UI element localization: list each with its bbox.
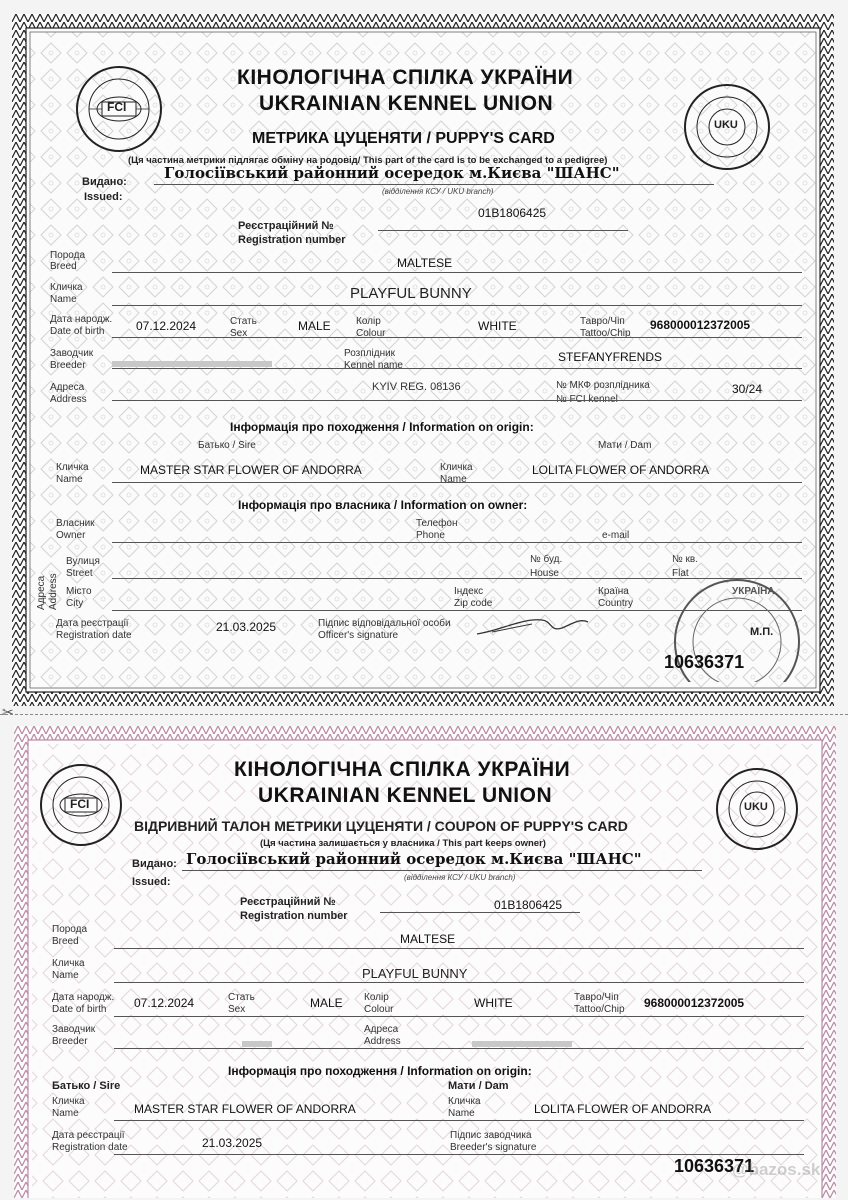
dam-label: Мати / Dam xyxy=(448,1080,509,1092)
kennel-label-ua: Розплідник xyxy=(344,348,396,359)
dam-name-label-ua: Кличка xyxy=(440,462,473,473)
fci-kennel-value: 30/24 xyxy=(732,382,763,396)
breed-value: MALTESE xyxy=(400,932,456,946)
address-label-ua: Адреса xyxy=(364,1024,399,1035)
fci-logo xyxy=(74,64,164,154)
zip-label-en: Zip code xyxy=(454,598,493,609)
sex-label-en: Sex xyxy=(228,1004,246,1015)
reg-label-en: Registration number xyxy=(238,234,346,246)
breed-label-ua: Порода xyxy=(50,250,86,261)
dob-value: 07.12.2024 xyxy=(136,319,197,333)
dam-label: Мати / Dam xyxy=(598,440,652,451)
addr-side-label-ua: Адреса xyxy=(36,575,47,610)
regdate-label-en: Registration date xyxy=(52,1142,128,1153)
coupon-note: (Ця частина залишається у власника / This part keeps owner) xyxy=(260,838,546,849)
colour-label-en: Colour xyxy=(356,328,386,339)
colour-value: WHITE xyxy=(474,996,513,1010)
sex-label-en: Sex xyxy=(230,328,248,339)
dob-label-en: Date of birth xyxy=(52,1004,107,1015)
cut-line xyxy=(0,714,848,715)
scissors-icon: ✂ xyxy=(2,704,14,720)
sire-name-label-en: Name xyxy=(52,1108,79,1119)
origin-title: Інформація про походження / Information on origin: xyxy=(228,1064,532,1078)
tattoo-label-ua: Тавро/Чіп xyxy=(574,992,619,1003)
phone-label-en: Phone xyxy=(416,530,445,541)
stamp-text: УКРАЇНА xyxy=(732,586,775,597)
seal-mark: М.П. xyxy=(750,626,774,638)
house-label-en: House xyxy=(530,568,559,579)
phone-label-ua: Телефон xyxy=(416,518,458,529)
colour-label-ua: Колір xyxy=(356,316,381,327)
title-en: UKRAINIAN KENNEL UNION xyxy=(259,92,554,115)
colour-value: WHITE xyxy=(478,319,517,333)
coupon-subtitle: ВІДРИВНИЙ ТАЛОН МЕТРИКИ ЦУЦЕНЯТИ / COUPON OF PUPPY'S CARD xyxy=(134,818,628,834)
fci-logo xyxy=(38,762,124,848)
puppy-card xyxy=(12,14,834,706)
tattoo-label-en: Tattoo/Chip xyxy=(580,328,631,339)
name-label-en: Name xyxy=(50,294,77,305)
colour-label-en: Colour xyxy=(364,1004,394,1015)
dog-name-value: PLAYFUL BUNNY xyxy=(362,966,468,981)
fci-kennel-label-ua: № МКФ розплідника xyxy=(556,380,650,391)
officer-sig-label-en: Officer's signature xyxy=(318,630,399,641)
breeder-label-ua: Заводчик xyxy=(50,348,94,359)
officer-sig-label-ua: Підпис відповідальної особи xyxy=(318,618,451,629)
issued-label-ua: Видано: xyxy=(132,858,177,870)
dob-label-ua: Дата народж. xyxy=(50,314,113,325)
fci-logo-text: FCI xyxy=(107,100,127,114)
kennel-value: STEFANYFRENDS xyxy=(558,350,663,364)
tattoo-label-en: Tattoo/Chip xyxy=(574,1004,625,1015)
branch-note: (відділення КСУ / UKU branch) xyxy=(382,187,494,196)
breed-label-en: Breed xyxy=(52,936,79,947)
fci-logo-text: FCI xyxy=(70,797,90,811)
breed-value: MALTESE xyxy=(397,256,453,270)
officer-signature xyxy=(472,610,592,640)
breeder-label-ua: Заводчик xyxy=(52,1024,96,1035)
country-label-ua: Країна xyxy=(598,586,629,597)
dam-name-value: LOLITA FLOWER OF ANDORRA xyxy=(534,1102,712,1116)
sire-name-label-en: Name xyxy=(56,474,83,485)
fci-kennel-label-en: № FCI kennel xyxy=(556,394,618,405)
reg-number: 01B1806425 xyxy=(494,898,563,912)
sire-name-value: MASTER STAR FLOWER OF ANDORRA xyxy=(134,1102,356,1116)
kennel-label-en: Kennel name xyxy=(344,360,403,371)
regdate-value: 21.03.2025 xyxy=(216,620,277,634)
regdate-label-ua: Дата реєстрації xyxy=(52,1130,125,1141)
zip-label-ua: Індекс xyxy=(454,586,484,597)
regdate-label-en: Registration date xyxy=(56,630,132,641)
breed-label-en: Breed xyxy=(50,261,77,272)
uku-logo-text: UKU xyxy=(744,801,768,813)
issued-label-en: Issued: xyxy=(84,191,123,203)
regdate-value: 21.03.2025 xyxy=(202,1136,263,1150)
reg-label-ua: Реєстраційний № xyxy=(240,896,336,908)
card-subtitle: МЕТРИКА ЦУЦЕНЯТИ / PUPPY'S CARD xyxy=(252,130,555,147)
reg-label-en: Registration number xyxy=(240,910,348,922)
issued-value: Голосіївський районний осередок м.Києва "ШАНС" xyxy=(186,850,642,868)
owner-label-en: Owner xyxy=(56,530,86,541)
city-label-en: City xyxy=(66,598,84,609)
issued-value: Голосіївський районний осередок м.Києва "ШАНС" xyxy=(164,164,620,182)
flat-label-ua: № кв. xyxy=(672,554,698,565)
breeder-redacted xyxy=(112,354,272,372)
address-value: KYIV REG. 08136 xyxy=(372,381,461,393)
city-label-ua: Місто xyxy=(66,586,92,597)
sire-label: Батько / Sire xyxy=(52,1080,121,1092)
name-label-ua: Кличка xyxy=(50,282,83,293)
breeder-label-en: Breeder xyxy=(52,1036,88,1047)
uku-logo xyxy=(682,82,772,172)
name-label-en: Name xyxy=(52,970,79,981)
tattoo-label-ua: Тавро/Чіп xyxy=(580,316,625,327)
dog-name-value: PLAYFUL BUNNY xyxy=(350,285,472,302)
reg-number: 01B1806425 xyxy=(478,206,547,220)
breeder-sig-label-en: Breeder's signature xyxy=(450,1142,537,1153)
sex-value: MALE xyxy=(298,319,331,333)
owner-title: Інформація про власника / Information on owner: xyxy=(238,498,528,512)
name-label-ua: Кличка xyxy=(52,958,85,969)
country-label-en: Country xyxy=(598,598,634,609)
addr-side-label-en: Address xyxy=(48,573,59,610)
flat-label-en: Flat xyxy=(672,568,689,579)
breeder-label-en: Breeder xyxy=(50,360,86,371)
breed-label-ua: Порода xyxy=(52,924,88,935)
owner-label-ua: Власник xyxy=(56,518,95,529)
email-label: e-mail xyxy=(602,530,630,541)
issued-label-ua: Видано: xyxy=(82,176,127,188)
breeder-sig-label-ua: Підпис заводчика xyxy=(450,1130,532,1141)
street-label-en: Street xyxy=(66,568,93,579)
house-label-ua: № буд. xyxy=(530,554,563,565)
uku-logo-text: UKU xyxy=(714,119,738,131)
dam-name-label-ua: Кличка xyxy=(448,1096,481,1107)
address-label-en: Address xyxy=(50,394,87,405)
uku-logo xyxy=(714,766,800,852)
serial-number: 10636371 xyxy=(674,1156,755,1176)
watermark: @bazos.sk xyxy=(732,1160,821,1179)
origin-title: Інформація про походження / Information on origin: xyxy=(230,420,534,434)
reg-label-ua: Реєстраційний № xyxy=(238,220,334,232)
title-en: UKRAINIAN KENNEL UNION xyxy=(258,784,553,807)
sex-label-ua: Стать xyxy=(230,316,257,327)
title-ua: КІНОЛОГІЧНА СПІЛКА УКРАЇНИ xyxy=(237,66,574,89)
dob-value: 07.12.2024 xyxy=(134,996,195,1010)
sire-name-label-ua: Кличка xyxy=(52,1096,85,1107)
breeder-redacted xyxy=(242,1034,272,1052)
address-redacted xyxy=(472,1034,572,1052)
address-label-ua: Адреса xyxy=(50,382,85,393)
dob-label-ua: Дата народж. xyxy=(52,992,115,1003)
serial-number: 10636371 xyxy=(664,652,745,672)
sex-label-ua: Стать xyxy=(228,992,255,1003)
dam-name-label-en: Name xyxy=(440,474,467,485)
regdate-label-ua: Дата реєстрації xyxy=(56,618,129,629)
dam-name-value: LOLITA FLOWER OF ANDORRA xyxy=(532,463,710,477)
tattoo-value: 968000012372005 xyxy=(650,318,751,332)
dob-label-en: Date of birth xyxy=(50,326,105,337)
street-label-ua: Вулиця xyxy=(66,556,100,567)
sex-value: MALE xyxy=(310,996,343,1010)
dam-name-label-en: Name xyxy=(448,1108,475,1119)
sire-label: Батько / Sire xyxy=(198,440,256,451)
tattoo-value: 968000012372005 xyxy=(644,996,745,1010)
colour-label-ua: Колір xyxy=(364,992,389,1003)
branch-note: (відділення КСУ / UKU branch) xyxy=(404,873,516,882)
title-ua: КІНОЛОГІЧНА СПІЛКА УКРАЇНИ xyxy=(234,758,571,781)
sire-name-value: MASTER STAR FLOWER OF ANDORRA xyxy=(140,463,362,477)
card-note: (Ця частина метрики підлягає обміну на родовід/ This part of the card is to be exchanged to a pedigree) xyxy=(128,155,608,166)
sire-name-label-ua: Кличка xyxy=(56,462,89,473)
issued-label-en: Issued: xyxy=(132,876,171,888)
puppy-card-coupon xyxy=(14,726,836,1198)
address-label-en: Address xyxy=(364,1036,401,1047)
